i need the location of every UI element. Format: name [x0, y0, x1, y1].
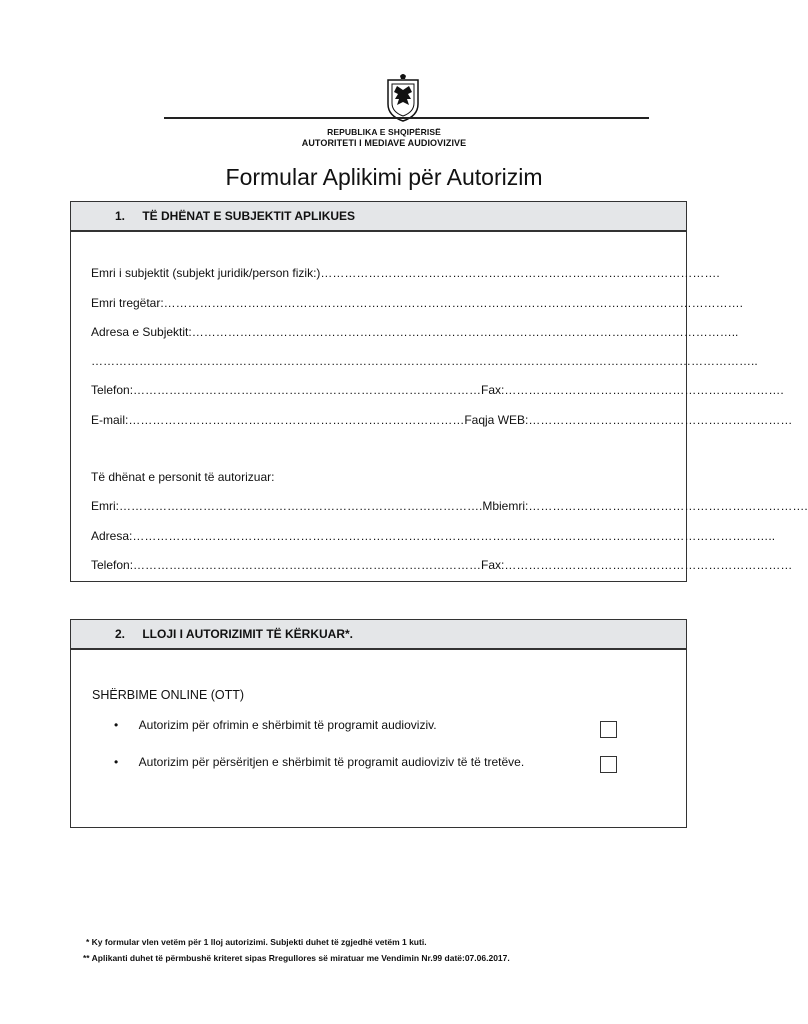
republic-name: REPUBLIKA E SHQIPËRISË: [327, 127, 441, 137]
authority-name: AUTORITETI I MEDIAVE AUDIOVIZIVE: [301, 138, 467, 148]
field-phone-fax[interactable]: Telefon:……………………………………………………………………………Fax:…………………………………………………………….: [91, 383, 784, 397]
field-email-web[interactable]: E-mail:…………………………………………………………………………Faqja WEB:…………………………………………………………: [91, 413, 793, 427]
section-1-heading: TË DHËNAT E SUBJEKTIT APLIKUES: [142, 209, 356, 223]
form-title: Formular Aplikimi për Autorizim: [225, 164, 543, 190]
online-services-title: SHËRBIME ONLINE (OTT): [92, 688, 245, 702]
option-offering: [114, 718, 437, 732]
footnote-single-choice: * Ky formular vlen vetëm për 1 lloj autorizimi. Subjekti duhet të zgjedhë vetëm 1 kuti.: [86, 937, 427, 947]
header-rule: [164, 117, 649, 119]
bullet-icon: •: [114, 755, 119, 769]
field-person-name[interactable]: Emri:……………………………………………………………………………….Mbiemri:…………………………………………………………….: [91, 499, 808, 513]
option-offering-label: Autorizim për ofrimin e shërbimit të programit audioviziv.: [138, 718, 437, 732]
field-subject-address[interactable]: Adresa e Subjektit:………………………………………………………………………………………………………………………..: [91, 325, 739, 339]
option-rebroadcast-label: Autorizim për përsëritjen e shërbimit të programit audioviziv të të tretëve.: [138, 755, 525, 769]
section-authorization-type: [70, 619, 687, 828]
bullet-icon: •: [114, 718, 119, 732]
section-2-heading: LLOJI I AUTORIZIMIT TË KËRKUAR*.: [142, 627, 354, 641]
authorized-person-label: Të dhënat e personit të autorizuar:: [91, 470, 275, 484]
albanian-coat-of-arms-icon: [385, 72, 421, 122]
section-2-header: [71, 620, 686, 650]
field-person-address[interactable]: Adresa:……………………………………………………………………………………………………………………………………………..: [91, 529, 776, 543]
section-1-header: [71, 202, 686, 232]
field-subject-name[interactable]: Emri i subjektit (subjekt juridik/person fizik:)……………………………………………………………………………………….: [91, 266, 720, 280]
field-trade-name[interactable]: Emri tregëtar:……………………………………………………………………………………………………………………………….: [91, 296, 744, 310]
section-1-number: 1.: [115, 209, 126, 223]
field-person-phone-fax[interactable]: Telefon:……………………………………………………………………………Fax:………………………………………………………………: [91, 558, 793, 572]
option-offering-checkbox[interactable]: [600, 721, 617, 738]
footnote-regulation: ** Aplikanti duhet të përmbushë kriteret sipas Rregullores së miratuar me Vendimin Nr.99 datë:07.06.2017.: [83, 953, 510, 963]
section-applicant-data: [70, 201, 808, 582]
option-rebroadcast-checkbox[interactable]: [600, 756, 617, 773]
option-rebroadcast: [114, 755, 524, 769]
section-2-number: 2.: [115, 627, 126, 641]
field-address-continued[interactable]: …………………………………………………………………………………………………………………………………………………..: [91, 354, 758, 368]
